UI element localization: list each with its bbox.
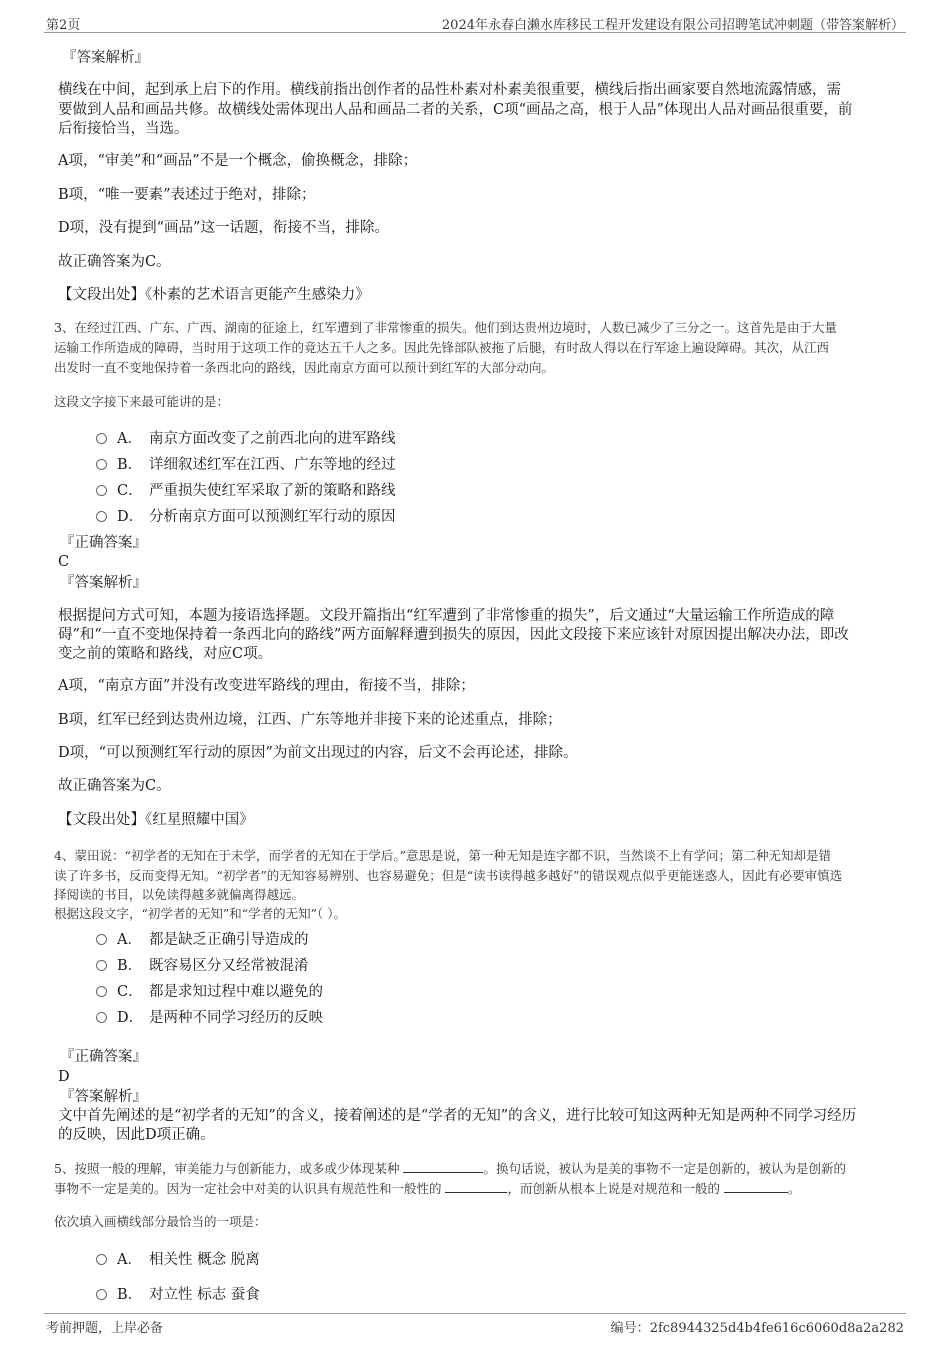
analysis-line: 文中首先阐述的是“初学者的无知”的含义，接着阐述的是“学者的无知”的含义，进行比较可知这两种无知是两种不同学习经历 [58,1108,857,1124]
radio-icon[interactable] [96,1012,107,1023]
radio-icon[interactable] [96,1254,107,1265]
radio-icon[interactable] [96,960,107,971]
question-stem: 3、在经过江西、广东、广西、湖南的征途上，红军遭到了非常惨重的损失。他们到达贵州边境时，人数已减少了三分之一。这首先是由于大量 [54,320,837,335]
analysis-line: 要做到人品和画品共修。故横线处需体现出人品和画品二者的关系，C项“画品之高，根于人品”体现出人品对画品很重要，前 [58,102,853,118]
document-title: 2024年永春白濑水库移民工程开发建设有限公司招聘笔试冲刺题（带答案解析） [441,18,904,33]
page-number: 第2页 [46,18,81,33]
question-stem: 择阅读的书目，以免读得越多就偏离得越远。 [54,887,305,902]
radio-icon[interactable] [96,433,107,444]
option-a-explanation: A项，“南京方面”并没有改变进军路线的理由，衔接不当，排除； [58,678,475,694]
question-prompt: 依次填入画横线部分最恰当的一项是： [54,1214,267,1229]
fill-blank[interactable] [445,1178,507,1193]
question-prompt: 根据这段文字，“初学者的无知”和“学者的无知”（ ）。 [54,906,347,921]
option-d-explanation: D项，没有提到“画品”这一话题，衔接不当，排除。 [58,220,389,236]
analysis-label: 『答案解析』 [60,1089,147,1105]
source-citation: 【文段出处】《朴素的艺术语言更能产生感染力》 [58,287,370,303]
answer-label: 『正确答案』 [60,535,147,551]
option-a-explanation: A项，“审美”和“画品”不是一个概念，偷换概念，排除； [58,153,418,169]
question-stem: 5、按照一般的理解，审美能力与创新能力，或多或少体现某种 。换句话说，被认为是美的事物不一定是创新的，被认为是创新的 [54,1158,846,1178]
option-a[interactable]: A． 相关性 概念 脱离 [96,1248,260,1268]
analysis-line: 的反映，因此D项正确。 [58,1127,215,1143]
option-b[interactable]: B． 详细叙述红军在江西、广东等地的经过 [96,453,396,473]
option-b[interactable]: B． 既容易区分又经常被混淆 [96,954,309,974]
analysis-line: 变之前的策略和路线，对应C项。 [58,646,273,662]
option-d-explanation: D项，“可以预测红军行动的原因”为前文出现过的内容，后文不会再论述，排除。 [58,745,578,761]
option-c[interactable]: C． 严重损失使红军采取了新的策略和路线 [96,479,396,499]
question-stem: 4、蒙田说：“初学者的无知在于未学，而学者的无知在于学后。”意思是说，第一种无知是连字都不识，当然谈不上有学问；第二种无知却是错 [54,848,831,863]
radio-icon[interactable] [96,459,107,470]
page-footer [44,1313,906,1334]
option-b-explanation: B项，“唯一要素”表述过于绝对，排除； [58,187,316,203]
option-a[interactable]: A． 都是缺乏正确引导造成的 [96,928,309,948]
question-stem: 读了许多书，反而变得无知。“初学者”的无知容易辨别、也容易避免；但是“读书读得越多越好”的错误观点似乎更能迷惑人，因此有必要审慎选 [54,868,843,883]
question-stem: 出发时一直不变地保持着一条西北向的路线，因此南京方面可以预计到红军的大部分动向。 [54,360,555,375]
answer-label: 『正确答案』 [60,1049,147,1065]
question-prompt: 这段文字接下来最可能讲的是： [54,394,230,409]
question-stem: 运输工作所造成的障碍，当时用于这项工作的竟达五千人之多。因此先锋部队被拖了后腿，有时敌人得以在行军途上遍设障碍。其次，从江西 [54,340,830,355]
analysis-label: 『答案解析』 [60,575,147,591]
option-c[interactable]: C． 都是求知过程中难以避免的 [96,980,323,1000]
fill-blank[interactable] [724,1178,788,1193]
conclusion: 故正确答案为C。 [58,254,171,270]
footer-slogan: 考前押题，上岸必备 [46,1321,164,1336]
analysis-line: 后衔接恰当，当选。 [58,121,189,137]
document-code: 编号：2fc8944325d4b4fe616c6060d8a2a282 [610,1321,904,1336]
option-d[interactable]: D． 是两种不同学习经历的反映 [96,1006,323,1026]
analysis-label: 『答案解析』 [62,50,149,66]
radio-icon[interactable] [96,986,107,997]
page-header [44,12,906,33]
question-stem: 事物不一定是美的。因为一定社会中对美的认识具有规范性和一般性的 ，而创新从根本上说是对规范和一般的 。 [54,1178,800,1198]
source-citation: 【文段出处】《红星照耀中国》 [58,812,254,828]
radio-icon[interactable] [96,934,107,945]
option-b[interactable]: B． 对立性 标志 蚕食 [96,1283,260,1303]
radio-icon[interactable] [96,511,107,522]
option-d[interactable]: D． 分析南京方面可以预测红军行动的原因 [96,505,396,525]
correct-answer: D [58,1069,70,1085]
option-a[interactable]: A． 南京方面改变了之前西北向的进军路线 [96,427,396,447]
radio-icon[interactable] [96,1289,107,1300]
analysis-line: 横线在中间，起到承上启下的作用。横线前指出创作者的品性朴素对朴素美很重要，横线后指出画家要自然地流露情感，需 [58,82,841,98]
analysis-line: 碍”和“一直不变地保持着一条西北向的路线”两方面解释遭到损失的原因，因此文段接下来应该针对原因提出解决办法，即改 [58,627,849,643]
analysis-line: 根据提问方式可知，本题为接语选择题。文段开篇指出“红军遭到了非常惨重的损失”，后文通过“大量运输工作所造成的障 [58,608,835,624]
fill-blank[interactable] [403,1158,483,1173]
option-b-explanation: B项，红军已经到达贵州边境，江西、广东等地并非接下来的论述重点，排除； [58,712,562,728]
correct-answer: C [58,554,70,570]
radio-icon[interactable] [96,485,107,496]
conclusion: 故正确答案为C。 [58,778,171,794]
